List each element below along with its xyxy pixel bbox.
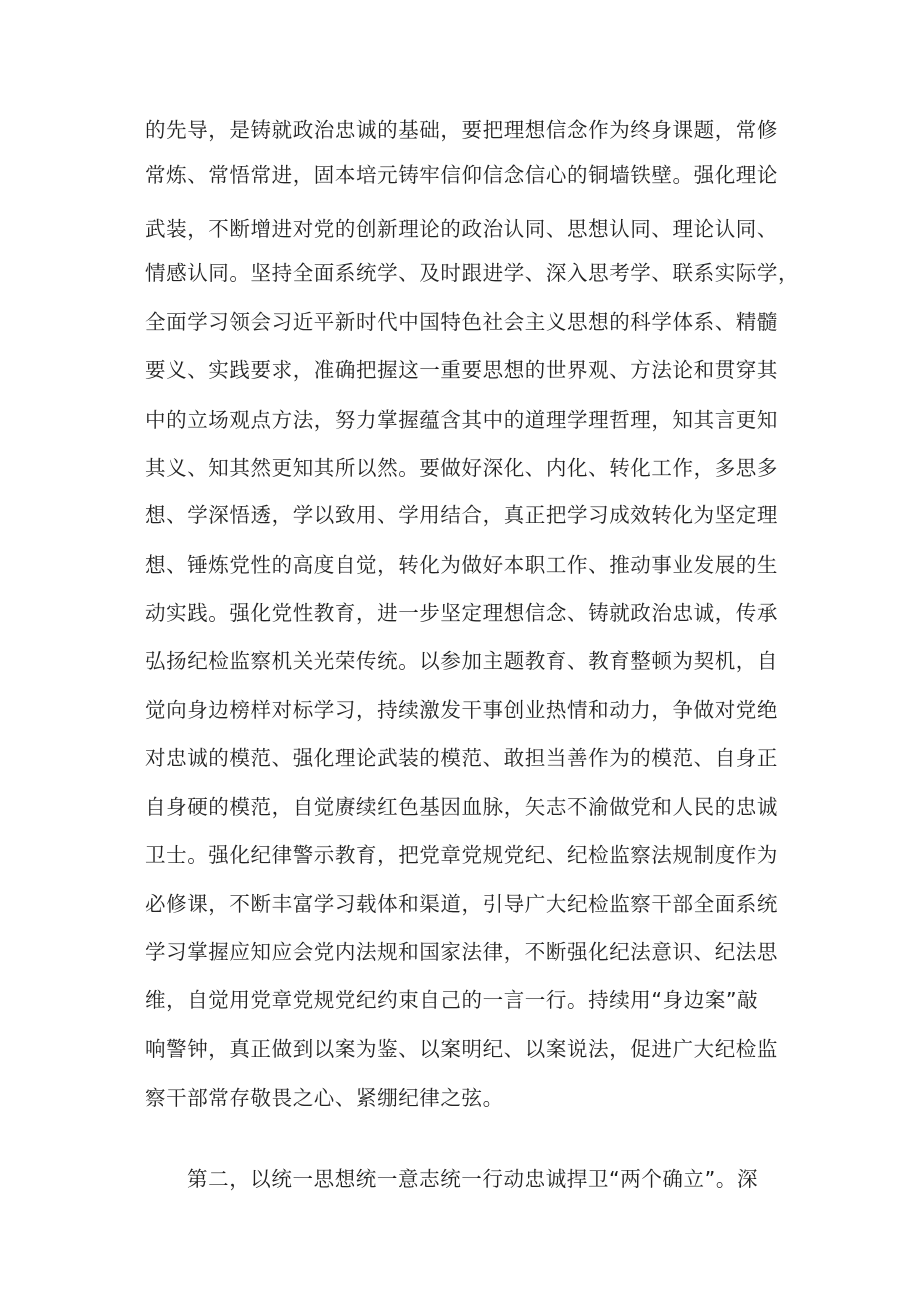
paragraph1-line-9: 想、学深悟透，学以致用、学用结合，真正把学习成效转化为坚定理 xyxy=(145,503,778,527)
paragraph1-line-6: 要义、实践要求，准确把握这一重要思想的世界观、方法论和贯穿其 xyxy=(145,358,778,382)
paragraph1-line-5: 全面学习领会习近平新时代中国特色社会主义思想的科学体系、精髓 xyxy=(145,310,778,334)
paragraph1-line-8: 其义、知其然更知其所以然。要做好深化、内化、转化工作，多思多 xyxy=(145,456,778,480)
paragraph1-line-16: 卫士。强化纪律警示教育，把党章党规党纪、纪检监察法规制度作为 xyxy=(145,843,778,867)
paragraph1-line-19: 维，自觉用党章党规党纪约束自己的一言一行。持续用“身边案”敲 xyxy=(145,988,759,1012)
paragraph1-line-1: 的先导，是铸就政治忠诚的基础，要把理想信念作为终身课题，常修 xyxy=(145,118,778,142)
paragraph1-line-18: 学习掌握应知应会党内法规和国家法律，不断强化纪法意识、纪法思 xyxy=(145,940,778,964)
paragraph1-line-7: 中的立场观点方法，努力掌握蕴含其中的道理学理哲理，知其言更知 xyxy=(145,408,778,432)
paragraph1-line-17: 必修课，不断丰富学习载体和渠道，引导广大纪检监察干部全面系统 xyxy=(145,892,778,916)
paragraph1-line-4: 情感认同。坚持全面系统学、及时跟进学、深入思考学、联系实际学， xyxy=(145,261,800,285)
paragraph1-line-3: 武装，不断增进对党的创新理论的政治认同、思想认同、理论认同、 xyxy=(145,217,778,241)
paragraph1-line-20: 响警钟，真正做到以案为鉴、以案明纪、以案说法，促进广大纪检监 xyxy=(145,1037,778,1061)
paragraph1-line-10: 想、锤炼党性的高度自觉，转化为做好本职工作、推动事业发展的生 xyxy=(145,553,778,577)
paragraph1-line-11: 动实践。强化党性教育，进一步坚定理想信念、铸就政治忠诚，传承 xyxy=(145,601,778,625)
paragraph1-line-14: 对忠诚的模范、强化理论武装的模范、敢担当善作为的模范、自身正 xyxy=(145,746,778,770)
paragraph1-line-21: 察干部常存敬畏之心、紧绷纪律之弦。 xyxy=(145,1086,504,1110)
paragraph2-line-1: 第二，以统一思想统一意志统一行动忠诚捍卫“两个确立”。深 xyxy=(187,1167,759,1191)
paragraph1-line-12: 弘扬纪检监察机关光荣传统。以参加主题教育、教育整顿为契机，自 xyxy=(145,649,778,673)
paragraph1-line-15: 自身硬的模范，自觉赓续红色基因血脉，矢志不渝做党和人民的忠诚 xyxy=(145,795,778,819)
paragraph1-line-13: 觉向身边榜样对标学习，持续激发干事创业热情和动力，争做对党绝 xyxy=(145,698,778,722)
paragraph1-line-2: 常炼、常悟常进，固本培元铸牢信仰信念信心的铜墙铁壁。强化理论 xyxy=(145,163,778,187)
